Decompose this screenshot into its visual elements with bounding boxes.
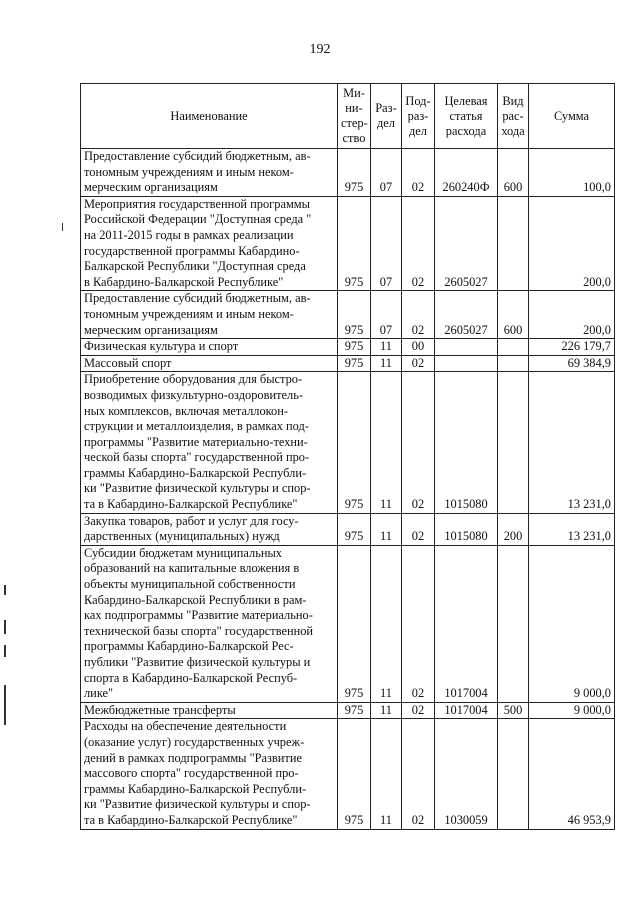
scan-mark	[4, 585, 6, 595]
cell-kind	[498, 339, 529, 356]
scan-mark	[4, 685, 6, 725]
cell-name: Закупка товаров, работ и услуг для госу- дарственных (муниципальных) нужд	[81, 513, 338, 545]
table-row	[81, 149, 615, 197]
cell-kind	[498, 196, 529, 291]
cell-kind	[498, 372, 529, 513]
table-row	[81, 372, 615, 513]
cell-sum: 200,0	[529, 291, 615, 339]
cell-sum: 226 179,7	[529, 339, 615, 356]
cell-section: 11	[371, 355, 402, 372]
cell-kind: 200	[498, 513, 529, 545]
budget-table	[80, 83, 615, 830]
table-row	[81, 513, 615, 545]
cell-sum: 46 953,9	[529, 719, 615, 829]
cell-sum: 9 000,0	[529, 702, 615, 719]
header-subsection: Под- раз- дел	[402, 84, 435, 149]
header-target: Целевая статья расхода	[435, 84, 498, 149]
table-row	[81, 291, 615, 339]
cell-name: Расходы на обеспечение деятельности (оказание услуг) государственных учреж- дений в рамках подпрограммы "Развитие массового спорта" государственной про- граммы Кабардино-Балкарской Республи- ки "Развитие физической культуры и спор- та в Кабардино-Балкарской Республике"	[81, 719, 338, 829]
cell-ministry: 975	[338, 513, 371, 545]
cell-kind	[498, 355, 529, 372]
cell-section: 11	[371, 372, 402, 513]
table-header-row	[81, 84, 615, 149]
cell-kind	[498, 545, 529, 702]
cell-kind: 600	[498, 291, 529, 339]
cell-ministry: 975	[338, 719, 371, 829]
cell-sum: 69 384,9	[529, 355, 615, 372]
cell-subsection: 02	[402, 372, 435, 513]
cell-subsection: 02	[402, 196, 435, 291]
cell-section: 11	[371, 702, 402, 719]
cell-sum: 9 000,0	[529, 545, 615, 702]
cell-target: 1017004	[435, 545, 498, 702]
cell-ministry: 975	[338, 291, 371, 339]
cell-name: Физическая культура и спорт	[81, 339, 338, 356]
scan-mark	[4, 645, 6, 657]
table-row	[81, 355, 615, 372]
cell-subsection: 00	[402, 339, 435, 356]
header-sum: Сумма	[529, 84, 615, 149]
cell-target: 260240Ф	[435, 149, 498, 197]
cell-kind	[498, 719, 529, 829]
cell-ministry: 975	[338, 372, 371, 513]
cell-subsection: 02	[402, 702, 435, 719]
cell-kind: 600	[498, 149, 529, 197]
header-ministry: Ми- ни- стер- ство	[338, 84, 371, 149]
cell-sum: 13 231,0	[529, 372, 615, 513]
cell-kind: 500	[498, 702, 529, 719]
cell-ministry: 975	[338, 196, 371, 291]
cell-ministry: 975	[338, 339, 371, 356]
cell-subsection: 02	[402, 513, 435, 545]
cell-target: 2605027	[435, 291, 498, 339]
cell-target: 2605027	[435, 196, 498, 291]
table-row	[81, 339, 615, 356]
cell-name: Массовый спорт	[81, 355, 338, 372]
cell-target: 1030059	[435, 719, 498, 829]
scan-mark	[4, 620, 6, 634]
cell-ministry: 975	[338, 545, 371, 702]
cell-ministry: 975	[338, 355, 371, 372]
cell-name: Приобретение оборудования для быстро- возводимых физкультурно-оздоровитель- ных комплексов, включая металлокон- струкции и металлоизделия, в рамках под- программы "Развитие материально-техни- ческой базы спорта" государственной про- граммы Кабардино-Балкарской Республи- ки "Развитие физической культуры и спор- та в Кабардино-Балкарской Республике"	[81, 372, 338, 513]
cell-target: 1017004	[435, 702, 498, 719]
header-section: Раз- дел	[371, 84, 402, 149]
cell-subsection: 02	[402, 291, 435, 339]
header-name: Наименование	[81, 84, 338, 149]
cell-section: 07	[371, 196, 402, 291]
table-row	[81, 702, 615, 719]
table-row	[81, 196, 615, 291]
cell-target	[435, 355, 498, 372]
cell-sum: 200,0	[529, 196, 615, 291]
cell-subsection: 02	[402, 719, 435, 829]
cell-ministry: 975	[338, 702, 371, 719]
table-row	[81, 545, 615, 702]
cell-name: Мероприятия государственной программы Российской Федерации "Доступная среда " на 2011-2015 годы в рамках реализации государственной программы Кабардино- Балкарской Республики "Доступная среда в Кабардино-Балкарской Республике"	[81, 196, 338, 291]
page-number: 192	[309, 42, 331, 57]
table-row	[81, 719, 615, 829]
cell-target	[435, 339, 498, 356]
header-kind: Вид рас- хода	[498, 84, 529, 149]
cell-subsection: 02	[402, 149, 435, 197]
cell-name: Предоставление субсидий бюджетным, ав- тономным учреждениям и иным неком- мерческим организациям	[81, 149, 338, 197]
cell-target: 1015080	[435, 372, 498, 513]
cell-section: 11	[371, 513, 402, 545]
scan-mark	[62, 223, 63, 231]
cell-subsection: 02	[402, 355, 435, 372]
cell-sum: 100,0	[529, 149, 615, 197]
cell-name: Предоставление субсидий бюджетным, ав- тономным учреждениям и иным неком- мерческим организациям	[81, 291, 338, 339]
cell-section: 07	[371, 149, 402, 197]
cell-section: 11	[371, 339, 402, 356]
cell-ministry: 975	[338, 149, 371, 197]
cell-subsection: 02	[402, 545, 435, 702]
cell-target: 1015080	[435, 513, 498, 545]
cell-section: 07	[371, 291, 402, 339]
cell-section: 11	[371, 719, 402, 829]
cell-name: Межбюджетные трансферты	[81, 702, 338, 719]
cell-name: Субсидии бюджетам муниципальных образований на капитальные вложения в объекты муниципальной собственности Кабардино-Балкарской Республики в рам- ках подпрограммы "Развитие материально- технической базы спорта" государственной программы Кабардино-Балкарской Рес- публики "Развитие физической культуры и спорта в Кабардино-Балкарской Респуб- лике"	[81, 545, 338, 702]
cell-section: 11	[371, 545, 402, 702]
cell-sum: 13 231,0	[529, 513, 615, 545]
